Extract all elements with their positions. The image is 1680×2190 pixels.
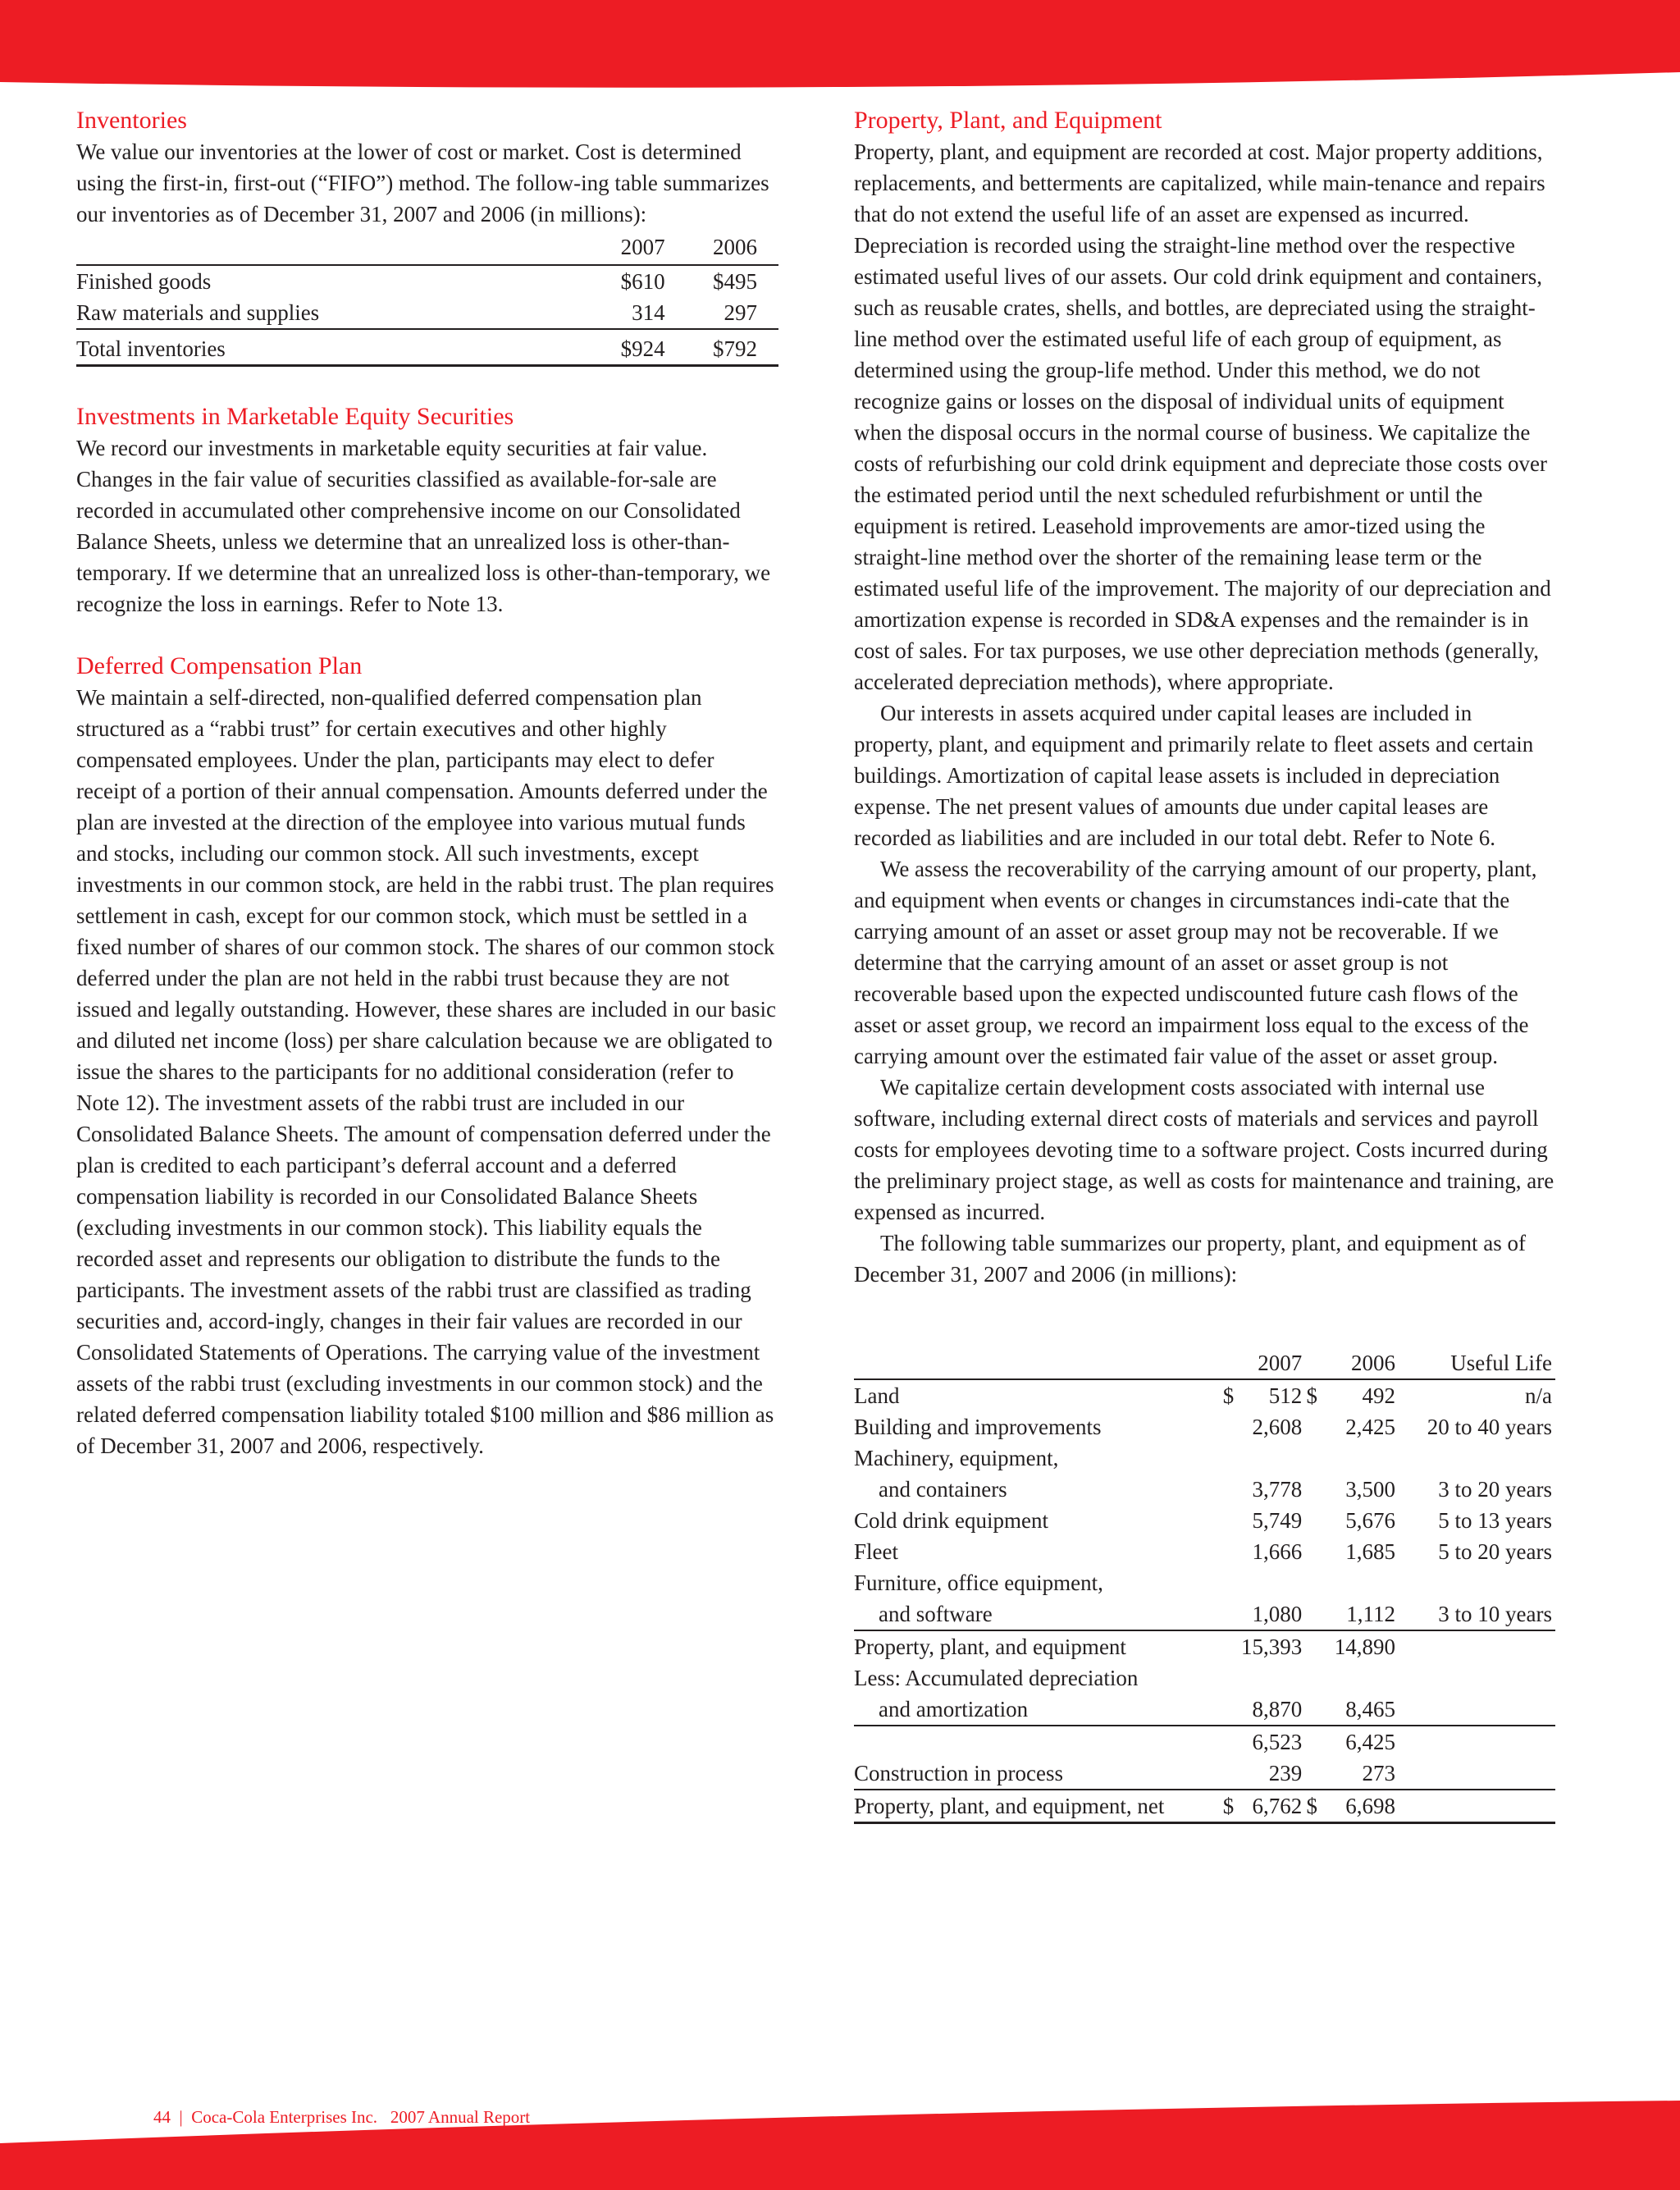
footer-separator: | [179,2107,183,2127]
page-footer [153,2107,530,2128]
table-total-row [76,329,778,366]
row-label-continued: and containers [879,1477,1007,1502]
right-column [854,105,1555,1824]
value-2007: 8,870 [1234,1694,1302,1726]
investments-body: We record our investments in marketable equity securities at fair value. Changes in the fair value of securities classified as available-for-sale are recorded in accumulated other comprehensive income on our Consolidated Balance Sheets, unless we determine that an unrealized loss is other-than-temporary. If we determine that an unrealized loss is other-than-temporary, we recognize the loss in earnings. Refer to Note 13. [76,436,771,616]
value-2007: $610 [562,265,665,297]
ppe-heading: Property, Plant, and Equipment [854,107,1162,134]
table-row [854,1694,1555,1726]
value-2007: $924 [562,329,665,366]
row-label: Construction in process [854,1758,1218,1790]
value-2006: 5,676 [1345,1508,1396,1533]
table-header-row [76,231,778,265]
ppe-paragraph-4: We capitalize certain development costs associated with internal use software, including external direct costs of materials and services and payroll costs for employees devoting time to a software project. Costs incurred during the preliminary project stage, as well as costs for maintenance and training, are expensed as incurred. [854,1075,1554,1224]
useful-life: n/a [1395,1379,1555,1411]
row-label: Cold drink equipment [854,1508,1048,1533]
value-2007: 1,666 [1252,1539,1303,1564]
value-2006: 1,112 [1317,1598,1395,1630]
row-label: Machinery, equipment, [854,1446,1059,1470]
ppe-paragraph-5: The following table summarizes our property, plant, and equipment as of December 31, 2007 and 2006 (in millions): [854,1231,1527,1287]
ppe-table [854,1347,1555,1824]
column-header-2007: 2007 [1258,1351,1303,1375]
dollar-sign: $ [1302,1790,1317,1823]
table-row [76,265,778,297]
table-row [854,1442,1555,1474]
dollar-sign: $ [1302,1379,1317,1411]
row-label: Less: Accumulated depreciation [854,1666,1139,1690]
value-2007: 2,608 [1252,1415,1303,1439]
value-2007: 314 [632,300,665,325]
row-label: Raw materials and supplies [76,300,320,325]
value-2006: $792 [665,329,778,366]
ppe-paragraph-3: We assess the recoverability of the carrying amount of our property, plant, and equipment when events or changes in circumstances indi-cate that the carrying amount of an asset or asset group may not be recoverable. If we determine that the carrying amount of an asset or asset group is not recoverable based upon the expected undiscounted future cash flows of the asset or asset group, we record an impairment loss equal to the excess of the carrying amount over the estimated fair value of the asset or asset group. [854,857,1537,1068]
column-header-2006: 2006 [1351,1351,1396,1375]
table-subtotal-row [854,1630,1555,1662]
row-label: Land [854,1379,1218,1411]
inventories-body: We value our inventories at the lower of cost or market. Cost is determined using the first-in, first-out (“FIFO”) method. The follow-ing table summarizes our inventories as of December 31, 2007 and 2006 (in millions): [76,139,769,226]
row-label-continued: and amortization [854,1694,1218,1726]
table-row [854,1598,1555,1630]
deferred-compensation-heading: Deferred Compensation Plan [76,652,363,679]
company-name: Coca-Cola Enterprises Inc. [191,2107,378,2127]
inventories-heading: Inventories [76,107,187,134]
value-2007: 512 [1234,1379,1302,1411]
table-header-row [854,1347,1555,1379]
value-2006: 6,425 [1345,1730,1396,1754]
value-2007: 3,778 [1252,1477,1303,1502]
value-2007: 1,080 [1234,1598,1302,1630]
row-label: Fleet [854,1539,898,1564]
top-red-band [0,0,1680,94]
left-column [76,105,778,1461]
table-row [854,1474,1555,1505]
value-2007: 15,393 [1240,1634,1303,1659]
value-2006: 6,698 [1317,1790,1395,1823]
column-header-2007: 2007 [620,235,665,259]
column-header-2006: 2006 [713,235,757,259]
value-2006: 273 [1317,1758,1395,1790]
row-label-continued: and software [854,1598,1218,1630]
report-name: 2007 Annual Report [390,2107,531,2127]
investments-heading: Investments in Marketable Equity Securities [76,403,514,430]
value-2006: 1,685 [1345,1539,1396,1564]
table-row [854,1662,1555,1694]
page-number: 44 [153,2107,171,2127]
value-2007: 6,523 [1252,1730,1303,1754]
useful-life: 20 to 40 years [1427,1415,1552,1439]
table-row [854,1505,1555,1536]
dollar-sign: $ [1218,1379,1234,1411]
useful-life: 5 to 20 years [1438,1539,1552,1564]
row-label: Total inventories [76,329,562,366]
table-row [76,297,778,329]
column-header-useful-life: Useful Life [1450,1351,1552,1375]
useful-life: 5 to 13 years [1438,1508,1552,1533]
ppe-paragraph-2: Our interests in assets acquired under capital leases are included in property, plant, and equipment and primarily relate to fleet assets and certain buildings. Amortization of capital lease assets is included in depreciation expense. The net present values of amounts due under capital leases are recorded as liabilities and are included in our total debt. Refer to Note 6. [854,701,1534,850]
value-2006: 3,500 [1345,1477,1396,1502]
ppe-paragraph-1: Property, plant, and equipment are recorded at cost. Major property additions, replacements, and betterments are capitalized, while main-tenance and repairs that do not extend the useful life of an asset are expensed as incurred. Depreciation is recorded using the straight-line method over the respective estimated useful lives of our assets. Our cold drink equipment and containers, such as reusable crates, shells, and bottles, are depreciated using the straight-line method over the estimated useful life of each group of equipment, as determined using the group-life method. Under this method, we do not recognize gains or losses on the disposal of individual units of equipment when the disposal occurs in the normal course of business. We capitalize the costs of refurbishing our cold drink equipment and depreciate those costs over the estimated period until the next scheduled refurbishment or until the equipment is retired. Leasehold improvements are amor-tized using the straight-line method over the shorter of the remaining lease term or the estimated useful life of the improvement. The majority of our depreciation and amortization expense is recorded in SD&A expenses and the remainder is in cost of sales. For tax purposes, we use other depreciation methods (generally, accelerated depreciation methods), where appropriate. [854,139,1551,694]
value-2007: 6,762 [1234,1790,1302,1823]
table-subtotal-row [854,1726,1555,1758]
row-label: Property, plant, and equipment, net [854,1790,1218,1823]
table-total-row [854,1790,1555,1823]
row-label: Property, plant, and equipment [854,1634,1126,1659]
deferred-compensation-body: We maintain a self-directed, non-qualified deferred compensation plan structured as a “rabbi trust” for certain executives and other highly compensated employees. Under the plan, participants may elect to defer receipt of a portion of their annual compensation. Amounts deferred under the plan are invested at the direction of the employee into various mutual funds and stocks, including our common stock. All such investments, except investments in our common stock, are held in the rabbi trust. The plan requires settlement in cash, except for our common stock, which must be settled in a fixed number of shares of our common stock. The shares of our common stock deferred under the plan are not held in the rabbi trust because they are not issued and legally outstanding. However, these shares are included in our basic and diluted net income (loss) per share calculation because we are obligated to issue the shares to the participants for no additional consideration (refer to Note 12). The investment assets of the rabbi trust are included in our Consolidated Balance Sheets. The amount of compensation deferred under the plan is credited to each participant’s deferral account and a deferred compensation liability is recorded in our Consolidated Balance Sheets (excluding investments in our common stock). This liability equals the recorded asset and represents our obligation to distribute the funds to the participants. The investment assets of the rabbi trust are classified as trading securities and, accord-ingly, changes in their fair values are recorded in our Consolidated Statements of Operations. The carrying value of the investment assets of the rabbi trust (excluding investments in our common stock) and the related deferred compensation liability totaled $100 million and $86 million as of December 31, 2007 and 2006, respectively. [76,685,776,1458]
table-row [854,1758,1555,1790]
value-2007: 5,749 [1252,1508,1303,1533]
table-row [854,1411,1555,1442]
value-2007: 239 [1234,1758,1302,1790]
value-2006: 14,890 [1334,1634,1396,1659]
useful-life: 3 to 20 years [1438,1477,1552,1502]
table-row [854,1567,1555,1598]
useful-life: 3 to 10 years [1395,1598,1555,1630]
inventories-table [76,231,778,367]
dollar-sign: $ [1218,1790,1234,1823]
value-2006: 8,465 [1317,1694,1395,1726]
row-label: Furniture, office equipment, [854,1570,1103,1595]
value-2006: 2,425 [1345,1415,1396,1439]
row-label: Building and improvements [854,1415,1102,1439]
value-2006: 297 [724,300,757,325]
value-2006: $495 [665,265,778,297]
value-2006: 492 [1317,1379,1395,1411]
row-label: Finished goods [76,265,562,297]
table-row [854,1536,1555,1567]
table-row [854,1379,1555,1411]
